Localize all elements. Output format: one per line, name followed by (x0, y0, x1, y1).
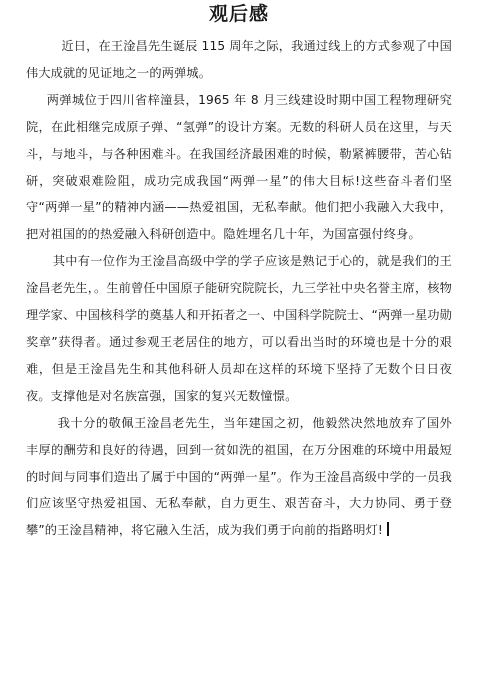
paragraph-3: 其中有一位作为王淦昌高级中学的学子应该是熟记于心的，就是我们的王淦昌老先生，。生前曾任中国原子能研究院院长，九三学社中央名誉主席，核物理学家、中国核科学的奠基人和开拓者之一、中国科学院院士、“两弹一星功勋奖章”获得者。通过参观王老居住的地方，可以看出当时的环境也是十分的艰难，但是王淦昌先生和其他科研人员却在这样的环境下坚持了无数个日日夜夜。支撑他是对名族富强，国家的复兴无数憧憬。 (26, 254, 452, 403)
paragraph-1: 近日，在王淦昌先生诞辰 115 周年之际，我通过线上的方式参观了中国伟大成就的见证地之一的两弹城。 (26, 39, 452, 80)
paragraph-2: 两弹城位于四川省梓潼县，1965 年 8 月三线建设时期中国工程物理研究院，在此相继完成原子弹、“氢弹”的设计方案。无数的科研人员在这里，与天斗，与地斗，与各种困难斗。在我国经济最困难的时候，勒紧裤腰带，苦心钻研，突破艰难险阻，成功完成我国“两弹一星”的伟大目标!这些奋斗者们坚守“两弹一星”的精神内涵——热爱祖国，无私奉献。他们把小我融入大我中，把对祖国的的热爱融入科研创造中。隐姓埋名几十年，为国富强付终身。 (26, 92, 452, 242)
document-title: 观后感 (208, 3, 269, 25)
paragraph-4-text: 我十分的敬佩王淦昌老先生，当年建国之初，他毅然决然地放弃了国外丰厚的酬劳和良好的待遇，回到一贫如洗的祖国，在万分困难的环境中用最短的时间与同事们造出了属于中国的“两弹一星”。作为王淦昌高级中学的一员我们应该坚守热爱祖国、无私奉献，自力更生、艰苦奋斗，大力协同、勇于登攀”的王淦昌精神，将它融入生活，成为我们勇于向前的指路明灯! (26, 415, 452, 538)
text-cursor (387, 522, 389, 536)
document-body[interactable] (26, 33, 452, 544)
paragraph-4 (26, 410, 452, 545)
